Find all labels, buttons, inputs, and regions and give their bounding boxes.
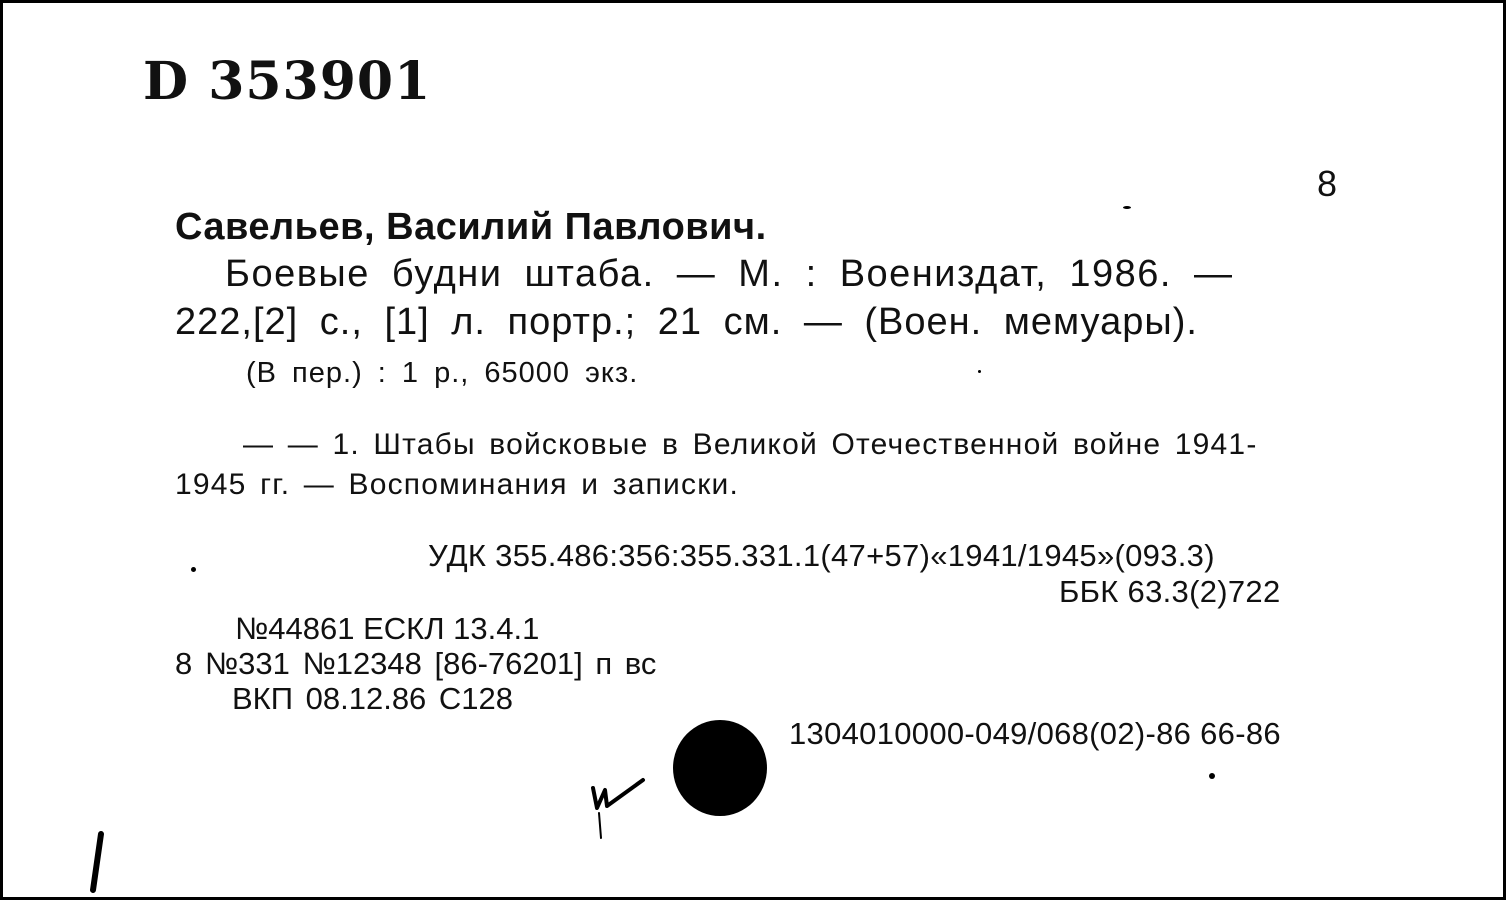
author-heading: Савельев, Василий Павлович. (175, 206, 767, 248)
handwritten-mark-icon (583, 758, 663, 848)
subject-line-1: — — 1. Штабы войсковые в Великой Отечественной войне 1941- (243, 428, 1258, 461)
pencil-stroke-icon (85, 828, 109, 898)
isbn-code: 1304010000-049/068(02)-86 66-86 (789, 716, 1281, 751)
registry-line-1: №44861 ЕСКЛ 13.4.1 (235, 611, 540, 646)
call-number: D 353901 (143, 51, 432, 112)
bbk-classification: ББК 63.3(2)722 (1059, 574, 1281, 609)
speck (1209, 773, 1215, 779)
title-line-2: 222,[2] с., [1] л. портр.; 21 см. — (Воен. мемуары). (175, 301, 1198, 343)
registry-line-2: 8 №331 №12348 [86-76201] п вс (175, 646, 657, 681)
price-line: (В пер.) : 1 р., 65000 экз. (246, 357, 639, 389)
speck (978, 370, 981, 373)
subject-line-2: 1945 гг. — Воспоминания и записки. (175, 468, 740, 501)
title-line-1: Боевые будни штаба. — М. : Воениздат, 1986. — (225, 253, 1234, 295)
speck (1123, 206, 1131, 209)
speck (191, 567, 196, 572)
udk-classification: УДК 355.486:356:355.331.1(47+57)«1941/1945»(093.3) (428, 538, 1215, 573)
registry-line-3: ВКП 08.12.86 С128 (232, 681, 514, 716)
sheet-number: 8 (1317, 163, 1338, 204)
punch-hole (673, 720, 767, 816)
